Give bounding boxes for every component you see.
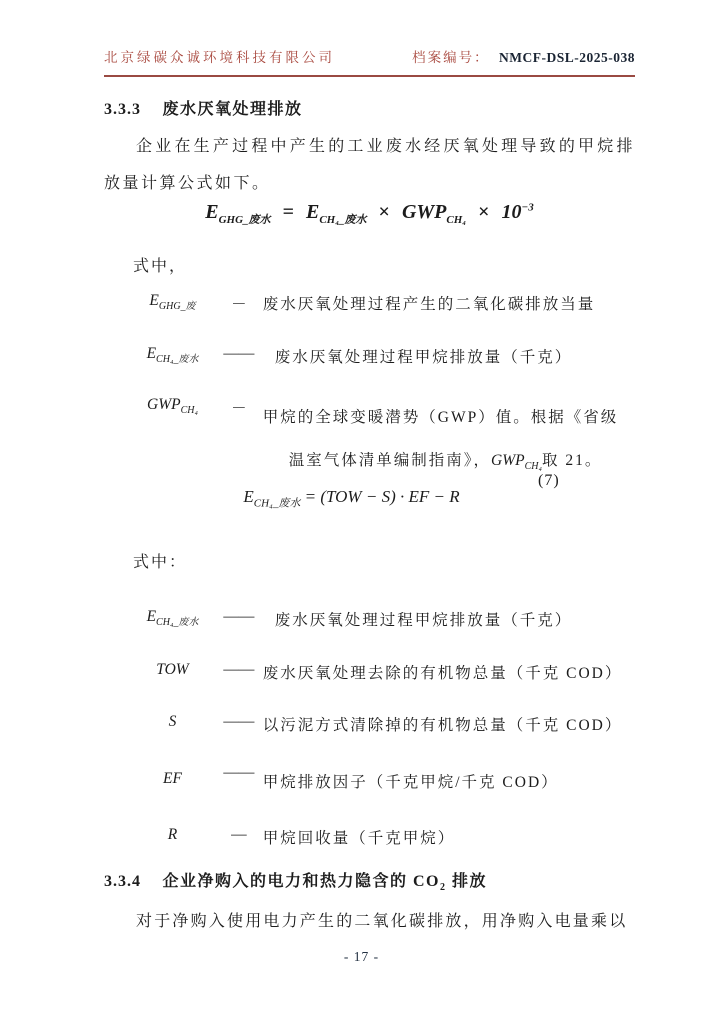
section-title: 废水厌氧处理排放 — [162, 101, 303, 118]
section-number: 3.3.3 — [104, 101, 141, 118]
definition-dash: — — [231, 826, 247, 843]
definition-description: 废水厌氧处理去除的有机物总量（千克 COD） — [262, 665, 623, 682]
definition-description: 废水厌氧处理过程产生的二氧化碳排放当量 — [262, 296, 596, 313]
definition-dash: —— — [223, 661, 255, 678]
section-heading-333 — [104, 96, 303, 119]
description-line-2: 温室气体清单编制指南》，$GWP_{CH_4}$取 21。 — [288, 452, 603, 473]
gwp-symbol: $GWP_{CH_4}$ — [491, 452, 542, 473]
definition-description: 以污泥方式清除掉的有机物总量（千克 COD） — [262, 717, 623, 734]
definition-symbol: R — [167, 826, 178, 843]
archive-number-block — [412, 46, 635, 66]
company-name: 北京绿碳众诚环境科技有限公司 — [104, 50, 335, 65]
formula-term1-sub: CH₄_废水 — [319, 214, 367, 226]
where-intro-2: 式中： — [133, 554, 188, 571]
formula7-lhs: E — [243, 487, 254, 506]
definition-row — [130, 713, 622, 735]
formula-power-base: 10 — [501, 201, 522, 223]
section-title: 企业净购入的电力和热力隐含的 $CO_2$ 排放 — [162, 873, 488, 894]
definition-row — [130, 292, 595, 314]
definition-row — [130, 608, 572, 630]
section-number: 3.3.4 — [104, 873, 141, 890]
paragraph-333: 企业在生产过程中产生的工业废水经厌氧处理导致的甲烷排放量计算公式如下。 — [104, 138, 635, 192]
times-sign: × — [478, 201, 490, 223]
definition-description: 废水厌氧处理过程甲烷排放量（千克） — [274, 612, 573, 629]
formula-ch4-wastewater — [86, 487, 617, 510]
formula-lhs: E — [205, 201, 219, 223]
archive-number-value: NMCF-DSL-2025-038 — [499, 50, 635, 65]
description-line-1: 甲烷的全球变暖潜势（GWP）值。根据《省级 — [262, 409, 619, 426]
definition-symbol: $E_{CH_4\_废水}$ — [146, 608, 199, 629]
definition-row — [130, 826, 455, 848]
definition-row — [130, 661, 622, 683]
section-heading-334 — [104, 868, 487, 893]
definition-row — [130, 764, 559, 792]
definition-dash: － — [231, 400, 247, 417]
page-number: - 17 - — [343, 949, 380, 964]
definition-dash: —— — [223, 345, 255, 362]
formula7-body: = (TOW − S) · EF − R — [304, 487, 460, 506]
co2-subscript: 2 — [440, 882, 447, 894]
definition-dash: —— — [223, 608, 255, 625]
times-sign: × — [378, 201, 390, 223]
definition-dash: —— — [223, 764, 255, 781]
paragraph-334: 对于净购入使用电力产生的二氧化碳排放，用净购入电量乘以 — [136, 913, 628, 930]
definition-description: 甲烷排放因子（千克甲烷/千克 COD） — [262, 774, 559, 791]
definition-dash: － — [231, 296, 247, 313]
definition-symbol: TOW — [156, 661, 189, 678]
definition-symbol: $E_{GHG\_废}$ — [149, 292, 196, 313]
formula-lhs-sub: GHG_废水 — [218, 214, 271, 226]
definition-description — [263, 396, 618, 488]
equation-number: (7) — [538, 472, 560, 489]
definition-row — [130, 345, 572, 367]
archive-number-label: 档案编号： — [412, 50, 490, 65]
formula-ghg-wastewater — [104, 201, 635, 227]
definition-symbol: $E_{CH_4\_废水}$ — [146, 345, 199, 366]
definition-description: 废水厌氧处理过程甲烷排放量（千克） — [274, 349, 573, 366]
page-header — [104, 46, 635, 77]
equals-sign: = — [282, 201, 294, 223]
formula-power-exp: −3 — [521, 201, 534, 214]
formula-term2: GWP — [401, 201, 447, 223]
definition-symbol: S — [168, 713, 177, 730]
formula-term2-sub: CH₄ — [446, 214, 467, 226]
definition-description: 甲烷回收量（千克甲烷） — [262, 830, 456, 847]
formula-term1: E — [305, 201, 320, 223]
definition-symbol: EF — [163, 770, 182, 787]
formula7-lhs-sub: CH₄_废水 — [253, 497, 301, 510]
where-intro-1: 式中， — [133, 258, 188, 275]
definition-symbol: $GWP_{CH_4}$ — [147, 396, 198, 417]
definition-dash: —— — [223, 713, 255, 730]
